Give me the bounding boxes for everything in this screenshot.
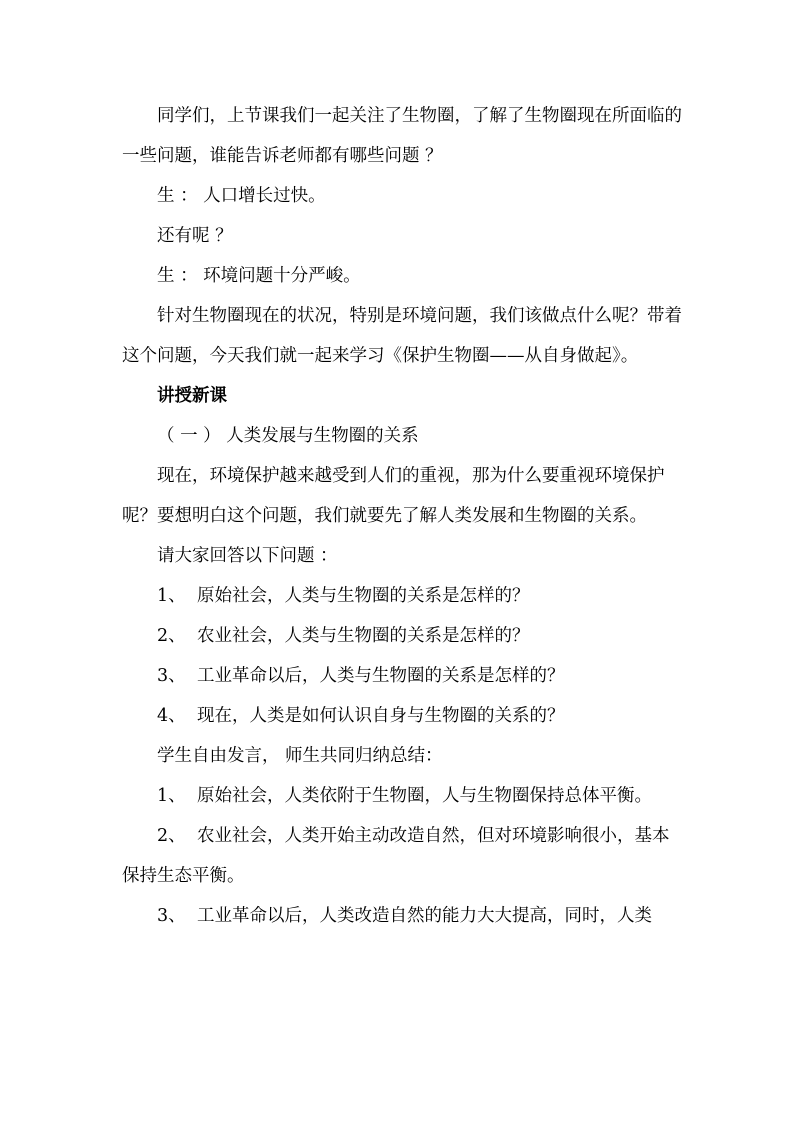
list-text: 农业社会，人类与生物圈的关系是怎样的？: [197, 626, 530, 646]
list-item: [122, 576, 682, 616]
list-text: 工业革命以后，人类改造自然的能力大大提高，同时，人类: [197, 906, 652, 926]
list-text: 工业革命以后，人类与生物圈的关系是怎样的？: [197, 666, 565, 686]
summary-prompt: 学生自由发言， 师生共同归纳总结：: [157, 746, 443, 766]
list-number: 1、: [157, 786, 186, 806]
list-item: [122, 656, 682, 696]
list-number: 2、: [157, 626, 186, 646]
list-number: 3、: [157, 666, 186, 686]
list-item: [122, 896, 682, 936]
list-item: [122, 816, 682, 896]
paragraph-student-answer-2: 生 ： 环境问题十分严峻。: [157, 266, 361, 286]
list-text: 现在，人类是如何认识自身与生物圈的关系的？: [197, 706, 565, 726]
document-body: [122, 96, 682, 936]
questions-prompt: 请大家回答以下问题 ：: [157, 546, 338, 566]
list-text: 原始社会，人类依附于生物圈，人与生物圈保持总体平衡。: [197, 786, 652, 806]
list-item: [122, 616, 682, 656]
list-item: [122, 696, 682, 736]
subsection-heading: （ 一 ） 人类发展与生物圈的关系: [157, 426, 419, 446]
paragraph-intro-question: 同学们，上节课我们一起关注了生物圈，了解了生物圈现在所面临的一些问题，谁能告诉老师都有哪些问题 ？: [122, 106, 682, 166]
paragraph-environment: 现在，环境保护越来越受到人们的重视，那为什么要重视环境保护呢？要想明白这个问题，我们就要先了解人类发展和生物圈的关系。: [122, 466, 665, 526]
paragraph-teacher-followup: 还有呢 ？: [157, 226, 233, 246]
section-heading: 讲授新课: [157, 386, 227, 406]
list-number: 1、: [157, 586, 186, 606]
list-item: [122, 776, 682, 816]
list-text: 原始社会，人类与生物圈的关系是怎样的？: [197, 586, 530, 606]
list-number: 2、: [157, 826, 186, 846]
list-number: 4、: [157, 706, 186, 726]
paragraph-lesson-intro: 针对生物圈现在的状况，特别是环境问题，我们该做点什么呢？带着这个问题，今天我们就一起来学习《保护生物圈——从自身做起》。: [122, 306, 682, 366]
list-number: 3、: [157, 906, 186, 926]
paragraph-student-answer-1: 生 ： 人口增长过快。: [157, 186, 326, 206]
list-text: 农业社会，人类开始主动改造自然，但对环境影响很小，基本保持生态平衡。: [122, 826, 670, 886]
